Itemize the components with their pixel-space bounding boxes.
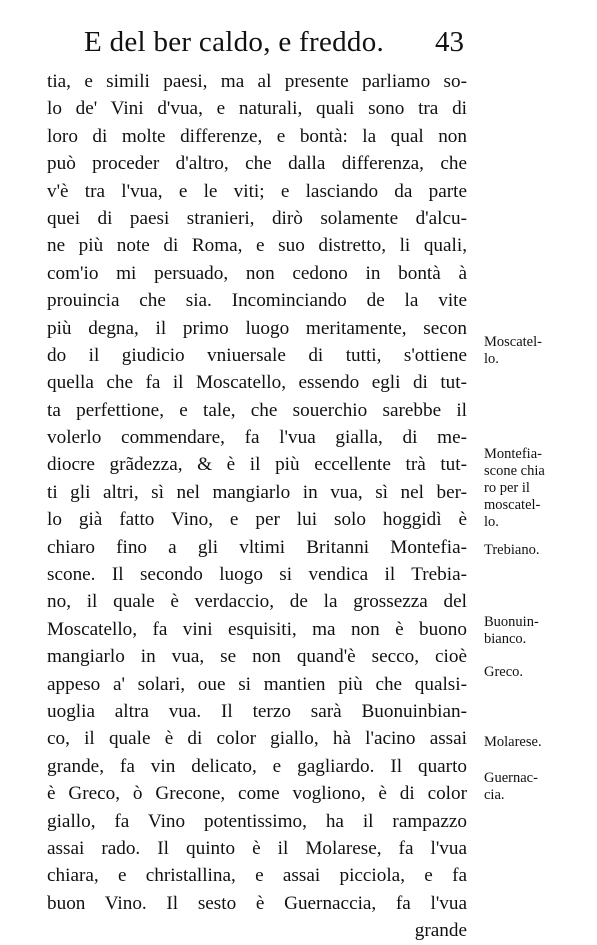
text-line: può proceder d'altro, che dalla differenza, che bbox=[47, 153, 467, 175]
text-line: buon Vino. Il sesto è Guernaccia, fa l'vua bbox=[47, 892, 467, 914]
text-line: mangiarlo in vua, se non quand'è secco, cioè bbox=[47, 646, 467, 668]
text-line: assai rado. Il quinto è il Molarese, fa l'vua bbox=[47, 837, 467, 859]
text-line: loro di molte differenze, e bontà: la qual non bbox=[47, 125, 467, 147]
text-line: più degna, il primo luogo meritamente, secon bbox=[47, 317, 467, 339]
text-line: diocre grãdezza, & è il più eccellente trà tut- bbox=[47, 454, 467, 476]
margin-note-trebiano: Trebiano. bbox=[484, 542, 540, 558]
text-line: quei di paesi stranieri, dirò solamente d'alcu- bbox=[47, 207, 467, 229]
margin-note-moscatello: Moscatel- lo. bbox=[484, 334, 542, 367]
body-text bbox=[47, 68, 467, 945]
text-line: co, il quale è di color giallo, hà l'acino assai bbox=[47, 728, 467, 750]
text-line: quella che fa il Moscatello, essendo egli di tut- bbox=[47, 372, 467, 394]
text-line: giallo, fa Vino potentissimo, ha il rampazzo bbox=[47, 810, 467, 832]
text-line: ne più note di Roma, e suo distretto, li quali, bbox=[47, 235, 467, 257]
text-line: volerlo commendare, fa l'vua gialla, di me- bbox=[47, 427, 467, 449]
text-line: no, il quale è verdaccio, de la grossezza del bbox=[47, 591, 467, 613]
margin-note-guernaccia: Guernac- cia. bbox=[484, 770, 538, 803]
text-line: lo de' Vini d'vua, e naturali, quali sono tra di bbox=[47, 98, 467, 120]
margin-note-montefiascone: Montefia- scone chia ro per il moscatel- lo. bbox=[484, 446, 545, 530]
text-line: grande, fa vin delicato, e gagliardo. Il quarto bbox=[47, 755, 467, 777]
text-line: ta perfettione, e tale, che souerchio sarebbe il bbox=[47, 399, 467, 421]
text-line: v'è tra l'vua, e le viti; e lasciando da parte bbox=[47, 180, 467, 202]
text-line: do il giudicio vniuersale di tutti, s'ottiene bbox=[47, 344, 467, 366]
text-line: Moscatello, fa vini esquisiti, ma non è buono bbox=[47, 618, 467, 640]
text-line: uoglia altra vua. Il terzo sarà Buonuinbian- bbox=[47, 700, 467, 722]
text-line: appeso a' solari, oue si mantien più che qualsi- bbox=[47, 673, 467, 695]
text-line: tia, e simili paesi, ma al presente parliamo so- bbox=[47, 71, 467, 92]
text-line: lo già fatto Vino, e per lui solo hoggidì è bbox=[47, 509, 467, 531]
text-line: è Greco, ò Grecone, come vogliono, è di color bbox=[47, 783, 467, 805]
margin-note-buonuinbianco: Buonuin- bianco. bbox=[484, 614, 539, 647]
text-line: prouincia che sia. Incominciando de la vite bbox=[47, 290, 467, 312]
page-number: 43 bbox=[435, 26, 464, 58]
running-head: E del ber caldo, e freddo. bbox=[84, 26, 385, 58]
text-line: chiara, e christallina, e assai picciola, e fa bbox=[47, 865, 467, 887]
text-line: scone. Il secondo luogo si vendica il Trebia- bbox=[47, 564, 467, 586]
text-line: chiaro fino a gli vltimi Britanni Montefia- bbox=[47, 536, 467, 558]
margin-note-greco: Greco. bbox=[484, 664, 524, 680]
text-line: ti gli altri, sì nel mangiarlo in vua, sì nel ber- bbox=[47, 481, 467, 503]
text-line: com'io mi persuado, non cedono in bontà à bbox=[47, 262, 467, 284]
text-line: grande bbox=[414, 920, 467, 942]
page-header bbox=[84, 26, 464, 66]
margin-note-molarese: Molarese. bbox=[484, 734, 542, 750]
